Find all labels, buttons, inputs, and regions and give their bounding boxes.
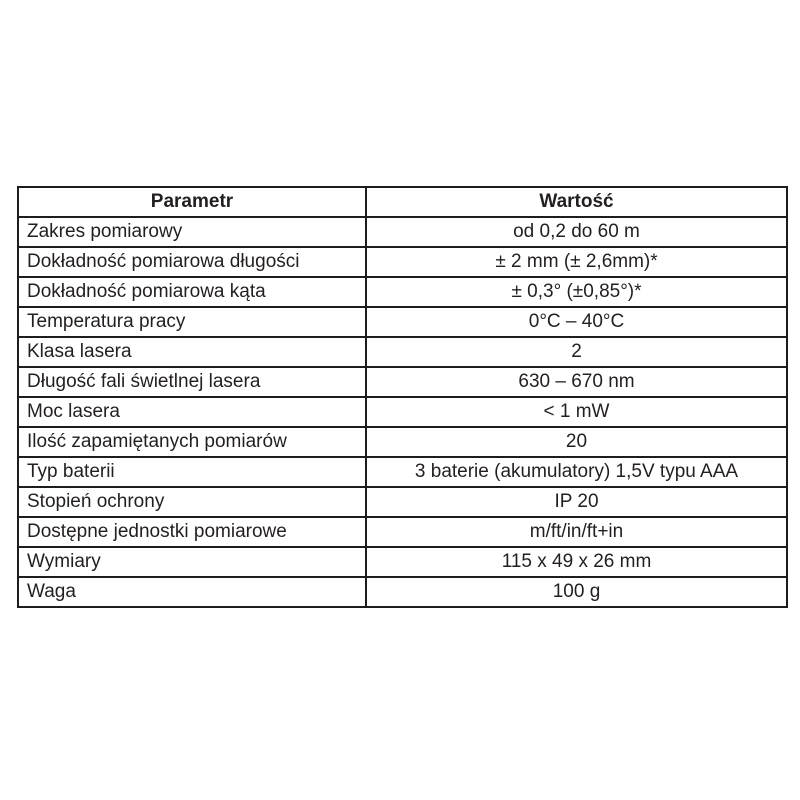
param-header: Parametr bbox=[18, 187, 366, 217]
value-cell: 115 x 49 x 26 mm bbox=[366, 547, 787, 577]
param-cell: Waga bbox=[18, 577, 366, 607]
spec-table bbox=[17, 186, 788, 608]
table-row bbox=[18, 517, 787, 547]
value-cell: 3 baterie (akumulatory) 1,5V typu AAA bbox=[366, 457, 787, 487]
param-cell: Ilość zapamiętanych pomiarów bbox=[18, 427, 366, 457]
table-row bbox=[18, 577, 787, 607]
table-row bbox=[18, 457, 787, 487]
param-cell: Dokładność pomiarowa kąta bbox=[18, 277, 366, 307]
table-row bbox=[18, 217, 787, 247]
table-row bbox=[18, 427, 787, 457]
value-cell: ± 0,3° (±0,85°)* bbox=[366, 277, 787, 307]
param-cell: Temperatura pracy bbox=[18, 307, 366, 337]
table-row bbox=[18, 277, 787, 307]
param-cell: Wymiary bbox=[18, 547, 366, 577]
param-cell: Dostępne jednostki pomiarowe bbox=[18, 517, 366, 547]
value-cell: 630 – 670 nm bbox=[366, 367, 787, 397]
table-row bbox=[18, 487, 787, 517]
value-cell: IP 20 bbox=[366, 487, 787, 517]
param-cell: Typ baterii bbox=[18, 457, 366, 487]
table-row bbox=[18, 397, 787, 427]
value-cell: 0°C – 40°C bbox=[366, 307, 787, 337]
value-cell: 20 bbox=[366, 427, 787, 457]
table-row bbox=[18, 367, 787, 397]
param-cell: Stopień ochrony bbox=[18, 487, 366, 517]
table-row bbox=[18, 547, 787, 577]
table-row bbox=[18, 247, 787, 277]
value-cell: < 1 mW bbox=[366, 397, 787, 427]
value-cell: 100 g bbox=[366, 577, 787, 607]
table-row bbox=[18, 337, 787, 367]
param-cell: Dokładność pomiarowa długości bbox=[18, 247, 366, 277]
param-cell: Klasa lasera bbox=[18, 337, 366, 367]
value-cell: m/ft/in/ft+in bbox=[366, 517, 787, 547]
param-cell: Długość fali świetlnej lasera bbox=[18, 367, 366, 397]
param-cell: Zakres pomiarowy bbox=[18, 217, 366, 247]
table-row bbox=[18, 307, 787, 337]
value-cell: ± 2 mm (± 2,6mm)* bbox=[366, 247, 787, 277]
value-header: Wartość bbox=[366, 187, 787, 217]
param-cell: Moc lasera bbox=[18, 397, 366, 427]
header-row bbox=[18, 187, 787, 217]
value-cell: od 0,2 do 60 m bbox=[366, 217, 787, 247]
value-cell: 2 bbox=[366, 337, 787, 367]
